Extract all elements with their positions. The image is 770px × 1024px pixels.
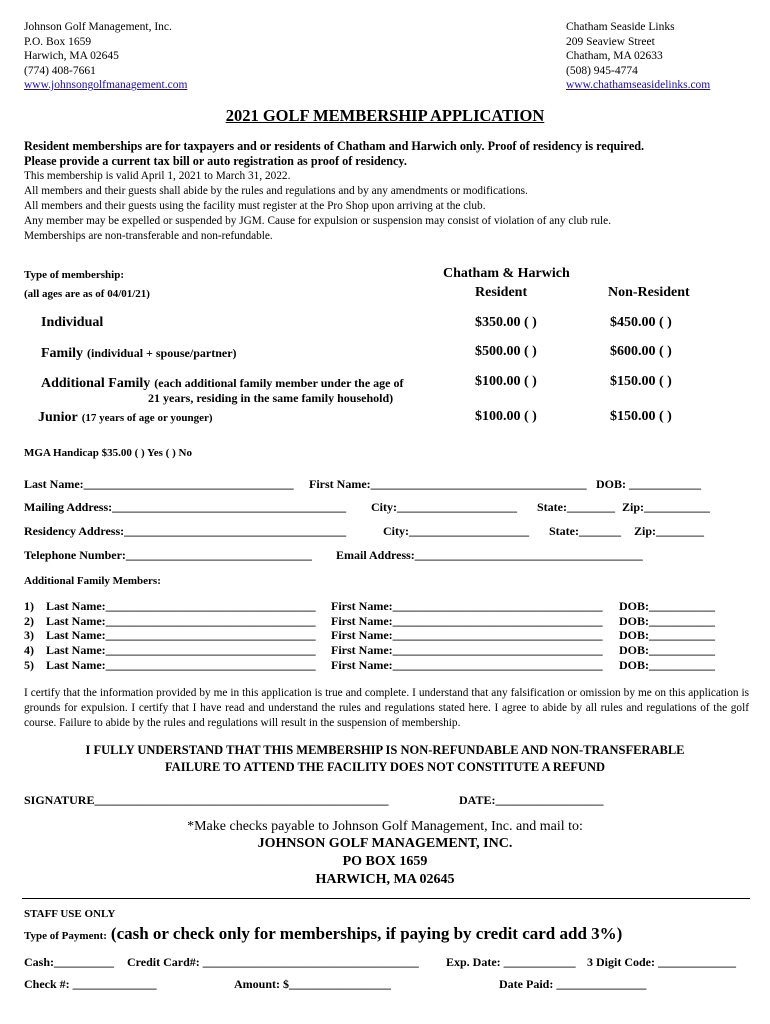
additional-family-row-label: [41, 374, 404, 392]
residency-address-field[interactable]: Residency Address:_____________________________________: [24, 524, 347, 538]
nonresident-column-header: Non-Resident: [608, 285, 690, 300]
family-first-name-field[interactable]: First Name:___________________________________: [331, 643, 603, 657]
date-paid-field[interactable]: Date Paid: _______________: [499, 977, 647, 991]
family-first-name-field[interactable]: First Name:___________________________________: [331, 628, 603, 642]
page-title: 2021 GOLF MEMBERSHIP APPLICATION: [225, 106, 545, 125]
additional-family-resident-price[interactable]: $100.00 ( ): [475, 374, 537, 389]
residency-zip-field[interactable]: Zip:________: [634, 524, 705, 538]
family-last-name-field[interactable]: Last Name:___________________________________: [46, 628, 316, 642]
family-member-row: [24, 599, 34, 614]
telephone-field[interactable]: Telephone Number:_______________________________: [24, 548, 312, 562]
family-last-name-field[interactable]: Last Name:___________________________________: [46, 658, 316, 672]
no-refund-notice: FAILURE TO ATTEND THE FACILITY DOES NOT CONSTITUTE A REFUND: [164, 760, 606, 774]
membership-rules: [24, 139, 754, 244]
junior-label: Junior: [38, 410, 78, 425]
address-line: Harwich, MA 02645: [24, 50, 119, 63]
family-member-row: [24, 614, 34, 629]
johnson-golf-website-link[interactable]: www.johnsongolfmanagement.com: [24, 79, 188, 92]
additional-family-note: (each additional family member under the age of: [154, 376, 404, 390]
row-number: 4): [24, 643, 34, 657]
email-field[interactable]: Email Address:______________________________________: [336, 548, 643, 562]
junior-row-label: [38, 408, 213, 426]
staff-divider: [22, 898, 750, 899]
family-last-name-field[interactable]: Last Name:___________________________________: [46, 614, 316, 628]
rule-line: Any member may be expelled or suspended by JGM. Cause for expulsion or suspension may consist of violation of any club rule.: [24, 215, 612, 227]
family-row-label: [41, 344, 237, 362]
family-label: Family: [41, 346, 83, 361]
mail-to-city: HARWICH, MA 02645: [315, 872, 455, 887]
family-first-name-field[interactable]: First Name:___________________________________: [331, 614, 603, 628]
additional-family-label: Additional Family: [41, 376, 151, 391]
membership-type-label: Type of membership:: [24, 269, 125, 281]
mailing-state-field[interactable]: State:________: [537, 500, 615, 514]
family-last-name-field[interactable]: Last Name:___________________________________: [46, 643, 316, 657]
individual-resident-price[interactable]: $350.00 ( ): [475, 315, 537, 330]
family-dob-field[interactable]: DOB:___________: [619, 614, 715, 628]
chatham-seaside-website-link[interactable]: www.chathamseasidelinks.com: [566, 79, 711, 92]
family-dob-field[interactable]: DOB:___________: [619, 628, 715, 642]
residency-rule: Resident memberships are for taxpayers and or residents of Chatham and Harwich only. Proof of residency is required.: [24, 139, 645, 153]
mga-handicap-option[interactable]: MGA Handicap $35.00 ( ) Yes ( ) No: [24, 447, 192, 459]
residency-city-field[interactable]: City:____________________: [383, 524, 529, 538]
family-member-row: [24, 628, 34, 643]
residency-proof-rule: Please provide a current tax bill or auto registration as proof of residency.: [24, 154, 407, 168]
mailing-address-field[interactable]: Mailing Address:_______________________________________: [24, 500, 347, 514]
row-number: 3): [24, 628, 34, 642]
cash-field[interactable]: Cash:__________: [24, 955, 115, 969]
family-last-name-field[interactable]: Last Name:___________________________________: [46, 599, 316, 613]
address-line: P.O. Box 1659: [24, 35, 92, 48]
staff-use-heading: STAFF USE ONLY: [24, 908, 116, 920]
address-line: Johnson Golf Management, Inc.: [24, 21, 172, 33]
make-checks-payable: *Make checks payable to Johnson Golf Management, Inc. and mail to:: [187, 819, 583, 834]
address-line: (508) 945-4774: [566, 64, 638, 77]
junior-nonresident-price[interactable]: $150.00 ( ): [610, 409, 672, 424]
credit-card-field[interactable]: Credit Card#: ____________________________________: [127, 955, 419, 969]
family-resident-price[interactable]: $500.00 ( ): [475, 344, 537, 359]
additional-family-nonresident-price[interactable]: $150.00 ( ): [610, 374, 672, 389]
signature-field[interactable]: SIGNATURE_________________________________________________: [24, 793, 389, 807]
amount-field[interactable]: Amount: $_________________: [234, 977, 392, 991]
johnson-golf-address: [24, 20, 187, 93]
exp-date-field[interactable]: Exp. Date: ____________: [446, 955, 576, 969]
resident-column-subheader: Resident: [475, 285, 528, 300]
security-code-field[interactable]: 3 Digit Code: _____________: [587, 955, 736, 969]
family-dob-field[interactable]: DOB:___________: [619, 658, 715, 672]
additional-family-heading: Additional Family Members:: [24, 575, 161, 587]
family-first-name-field[interactable]: First Name:___________________________________: [331, 599, 603, 613]
family-note: (individual + spouse/partner): [87, 346, 237, 360]
check-number-field[interactable]: Check #: ______________: [24, 977, 157, 991]
rule-line: Memberships are non-transferable and non-refundable.: [24, 230, 273, 242]
family-first-name-field[interactable]: First Name:___________________________________: [331, 658, 603, 672]
row-number: 5): [24, 658, 34, 672]
junior-note: (17 years of age or younger): [81, 412, 213, 424]
individual-nonresident-price[interactable]: $450.00 ( ): [610, 315, 672, 330]
mail-to-company: JOHNSON GOLF MANAGEMENT, INC.: [257, 836, 513, 851]
mail-to-po-box: PO BOX 1659: [342, 854, 428, 869]
additional-family-note-2: 21 years, residing in the same family household): [148, 391, 394, 405]
family-member-row: [24, 658, 34, 673]
rule-line: All members and their guests shall abide by the rules and regulations and by any amendments or modifications.: [24, 185, 528, 197]
rule-line: All members and their guests using the facility must register at the Pro Shop upon arriving at the club.: [24, 200, 486, 212]
non-refundable-notice: I FULLY UNDERSTAND THAT THIS MEMBERSHIP IS NON-REFUNDABLE AND NON-TRANSFERABLE: [85, 743, 685, 757]
family-dob-field[interactable]: DOB:___________: [619, 599, 715, 613]
payment-type-row: [24, 924, 622, 944]
mailing-zip-field[interactable]: Zip:___________: [622, 500, 711, 514]
family-nonresident-price[interactable]: $600.00 ( ): [610, 344, 672, 359]
certification-statement: I certify that the information provided by me in this application is true and complete. I understand that any falsification or omission by me on this application is grounds for expulsion. I certify that I have read and understand the rules and regulations stated here. I agree to abide by all rules and regulations of the golf course. Failure to abide by the rules and regulations will result in the suspension of membership.: [24, 687, 749, 729]
resident-column-header: Chatham & Harwich: [443, 266, 570, 281]
last-name-field[interactable]: Last Name:___________________________________: [24, 477, 294, 491]
first-name-field[interactable]: First Name:____________________________________: [309, 477, 587, 491]
rule-line: This membership is valid April 1, 2021 to March 31, 2022.: [24, 170, 291, 182]
address-line: Chatham, MA 02633: [566, 50, 663, 63]
family-member-row: [24, 643, 34, 658]
address-line: (774) 408-7661: [24, 64, 96, 77]
address-line: Chatham Seaside Links: [566, 21, 675, 33]
address-line: 209 Seaview Street: [566, 35, 655, 48]
chatham-seaside-address: [566, 20, 710, 93]
family-dob-field[interactable]: DOB:___________: [619, 643, 715, 657]
ages-note: (all ages are as of 04/01/21): [24, 288, 150, 300]
row-number: 1): [24, 599, 34, 613]
junior-resident-price[interactable]: $100.00 ( ): [475, 409, 537, 424]
mailing-city-field[interactable]: City:____________________: [371, 500, 517, 514]
individual-label: Individual: [41, 315, 104, 330]
date-field[interactable]: DATE:__________________: [459, 793, 604, 807]
residency-state-field[interactable]: State:_______: [549, 524, 621, 538]
payment-type-label: Type of Payment:: [24, 930, 107, 942]
payment-type-note: (cash or check only for memberships, if paying by credit card add 3%): [110, 924, 623, 943]
row-number: 2): [24, 614, 34, 628]
dob-field[interactable]: DOB: ____________: [596, 477, 701, 491]
